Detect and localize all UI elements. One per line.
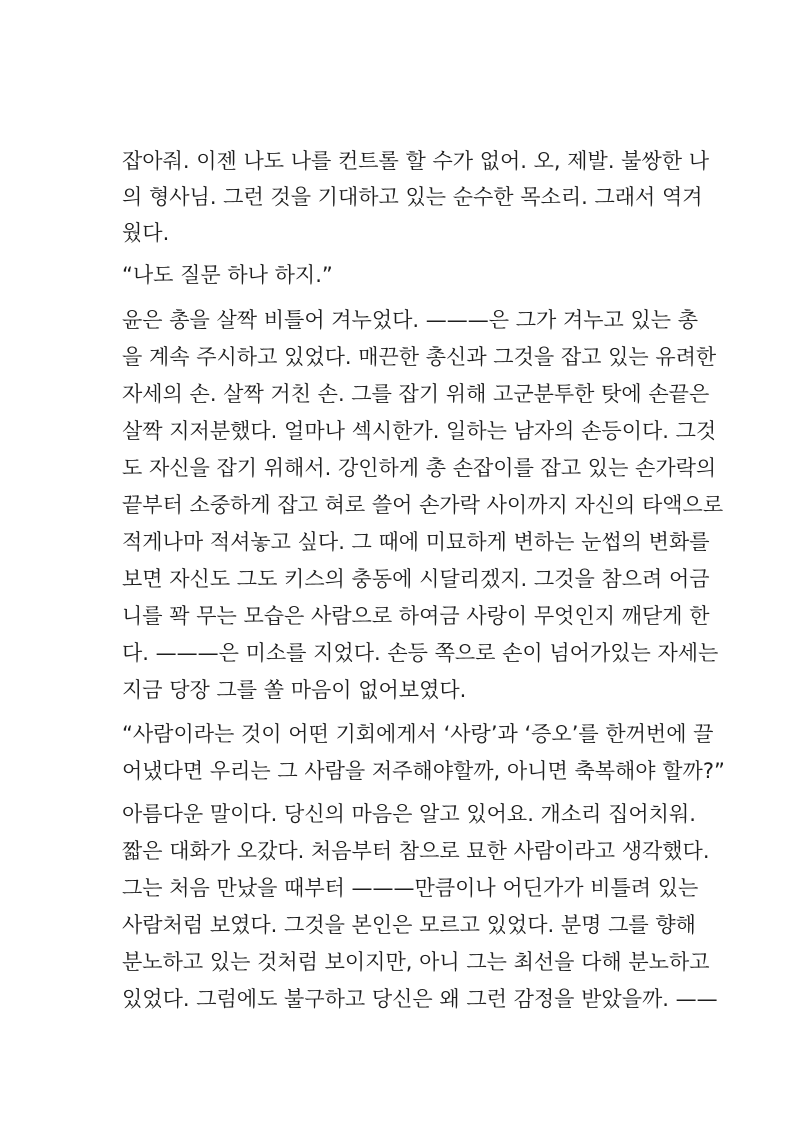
text-line: 다. ———은 미소를 지었다. 손등 쪽으로 손이 넘어가있는 자세는 xyxy=(122,641,719,665)
text-line: 그는 처음 만났을 때부터 ———만큼이나 어딘가가 비틀려 있는 xyxy=(122,876,699,900)
text-line: 사람처럼 보였다. 그것을 본인은 모르고 있었다. 분명 그를 향해 xyxy=(122,913,696,937)
text-line: 살짝 지저분했다. 얼마나 섹시한가. 일하는 남자의 손등이다. 그것 xyxy=(122,419,717,443)
text-line: 지금 당장 그를 쏠 마음이 없어보였다. xyxy=(122,678,467,702)
text-line: 분노하고 있는 것처럼 보이지만, 아니 그는 최선을 다해 분노하고 xyxy=(122,950,710,974)
text-line: 아름다운 말이다. 당신의 마음은 알고 있어요. 개소리 집어치워. xyxy=(122,802,696,826)
text-line: 적게나마 적셔놓고 싶다. 그 때에 미묘하게 변하는 눈썹의 변화를 xyxy=(122,530,710,554)
text-line: 의 형사님. 그런 것을 기대하고 있는 순수한 목소리. 그래서 역겨 xyxy=(122,185,703,209)
text-line: 있었다. 그럼에도 불구하고 당신은 왜 그런 감정을 받았을까. —— xyxy=(122,987,718,1011)
text-line: 니를 꽉 무는 모습은 사람으로 하여금 사랑이 무엇인지 깨닫게 한 xyxy=(122,604,710,628)
text-line: 웠다. xyxy=(122,221,170,245)
text-line: 짧은 대화가 오갔다. 처음부터 참으로 묘한 사람이라고 생각했다. xyxy=(122,839,710,863)
text-line: 끝부터 소중하게 잡고 혀로 쓸어 손가락 사이까지 자신의 타액으로 xyxy=(122,493,724,517)
text-line: 어냈다면 우리는 그 사람을 저주해야할까, 아니면 축복해야 할까?” xyxy=(122,759,725,783)
text-line: “나도 질문 하나 하지.” xyxy=(122,263,333,287)
text-line: 윤은 총을 살짝 비틀어 겨누었다. ———은 그가 겨누고 있는 총 xyxy=(122,308,699,332)
text-line: 을 계속 주시하고 있었다. 매끈한 총신과 그것을 잡고 있는 유려한 xyxy=(122,345,717,369)
text-line: 도 자신을 잡기 위해서. 강인하게 총 손잡이를 잡고 있는 손가락의 xyxy=(122,456,717,480)
text-line: “사람이라는 것이 어떤 기회에게서 ‘사랑’과 ‘증오’를 한꺼번에 끌 xyxy=(122,722,714,746)
text-line: 잡아줘. 이젠 나도 나를 컨트롤 할 수가 없어. 오, 제발. 불쌍한 나 xyxy=(122,149,709,173)
text-line: 자세의 손. 살짝 거친 손. 그를 잡기 위해 고군분투한 탓에 손끝은 xyxy=(122,382,710,406)
text-line: 보면 자신도 그도 키스의 충동에 시달리겠지. 그것을 참으려 어금 xyxy=(122,567,710,591)
